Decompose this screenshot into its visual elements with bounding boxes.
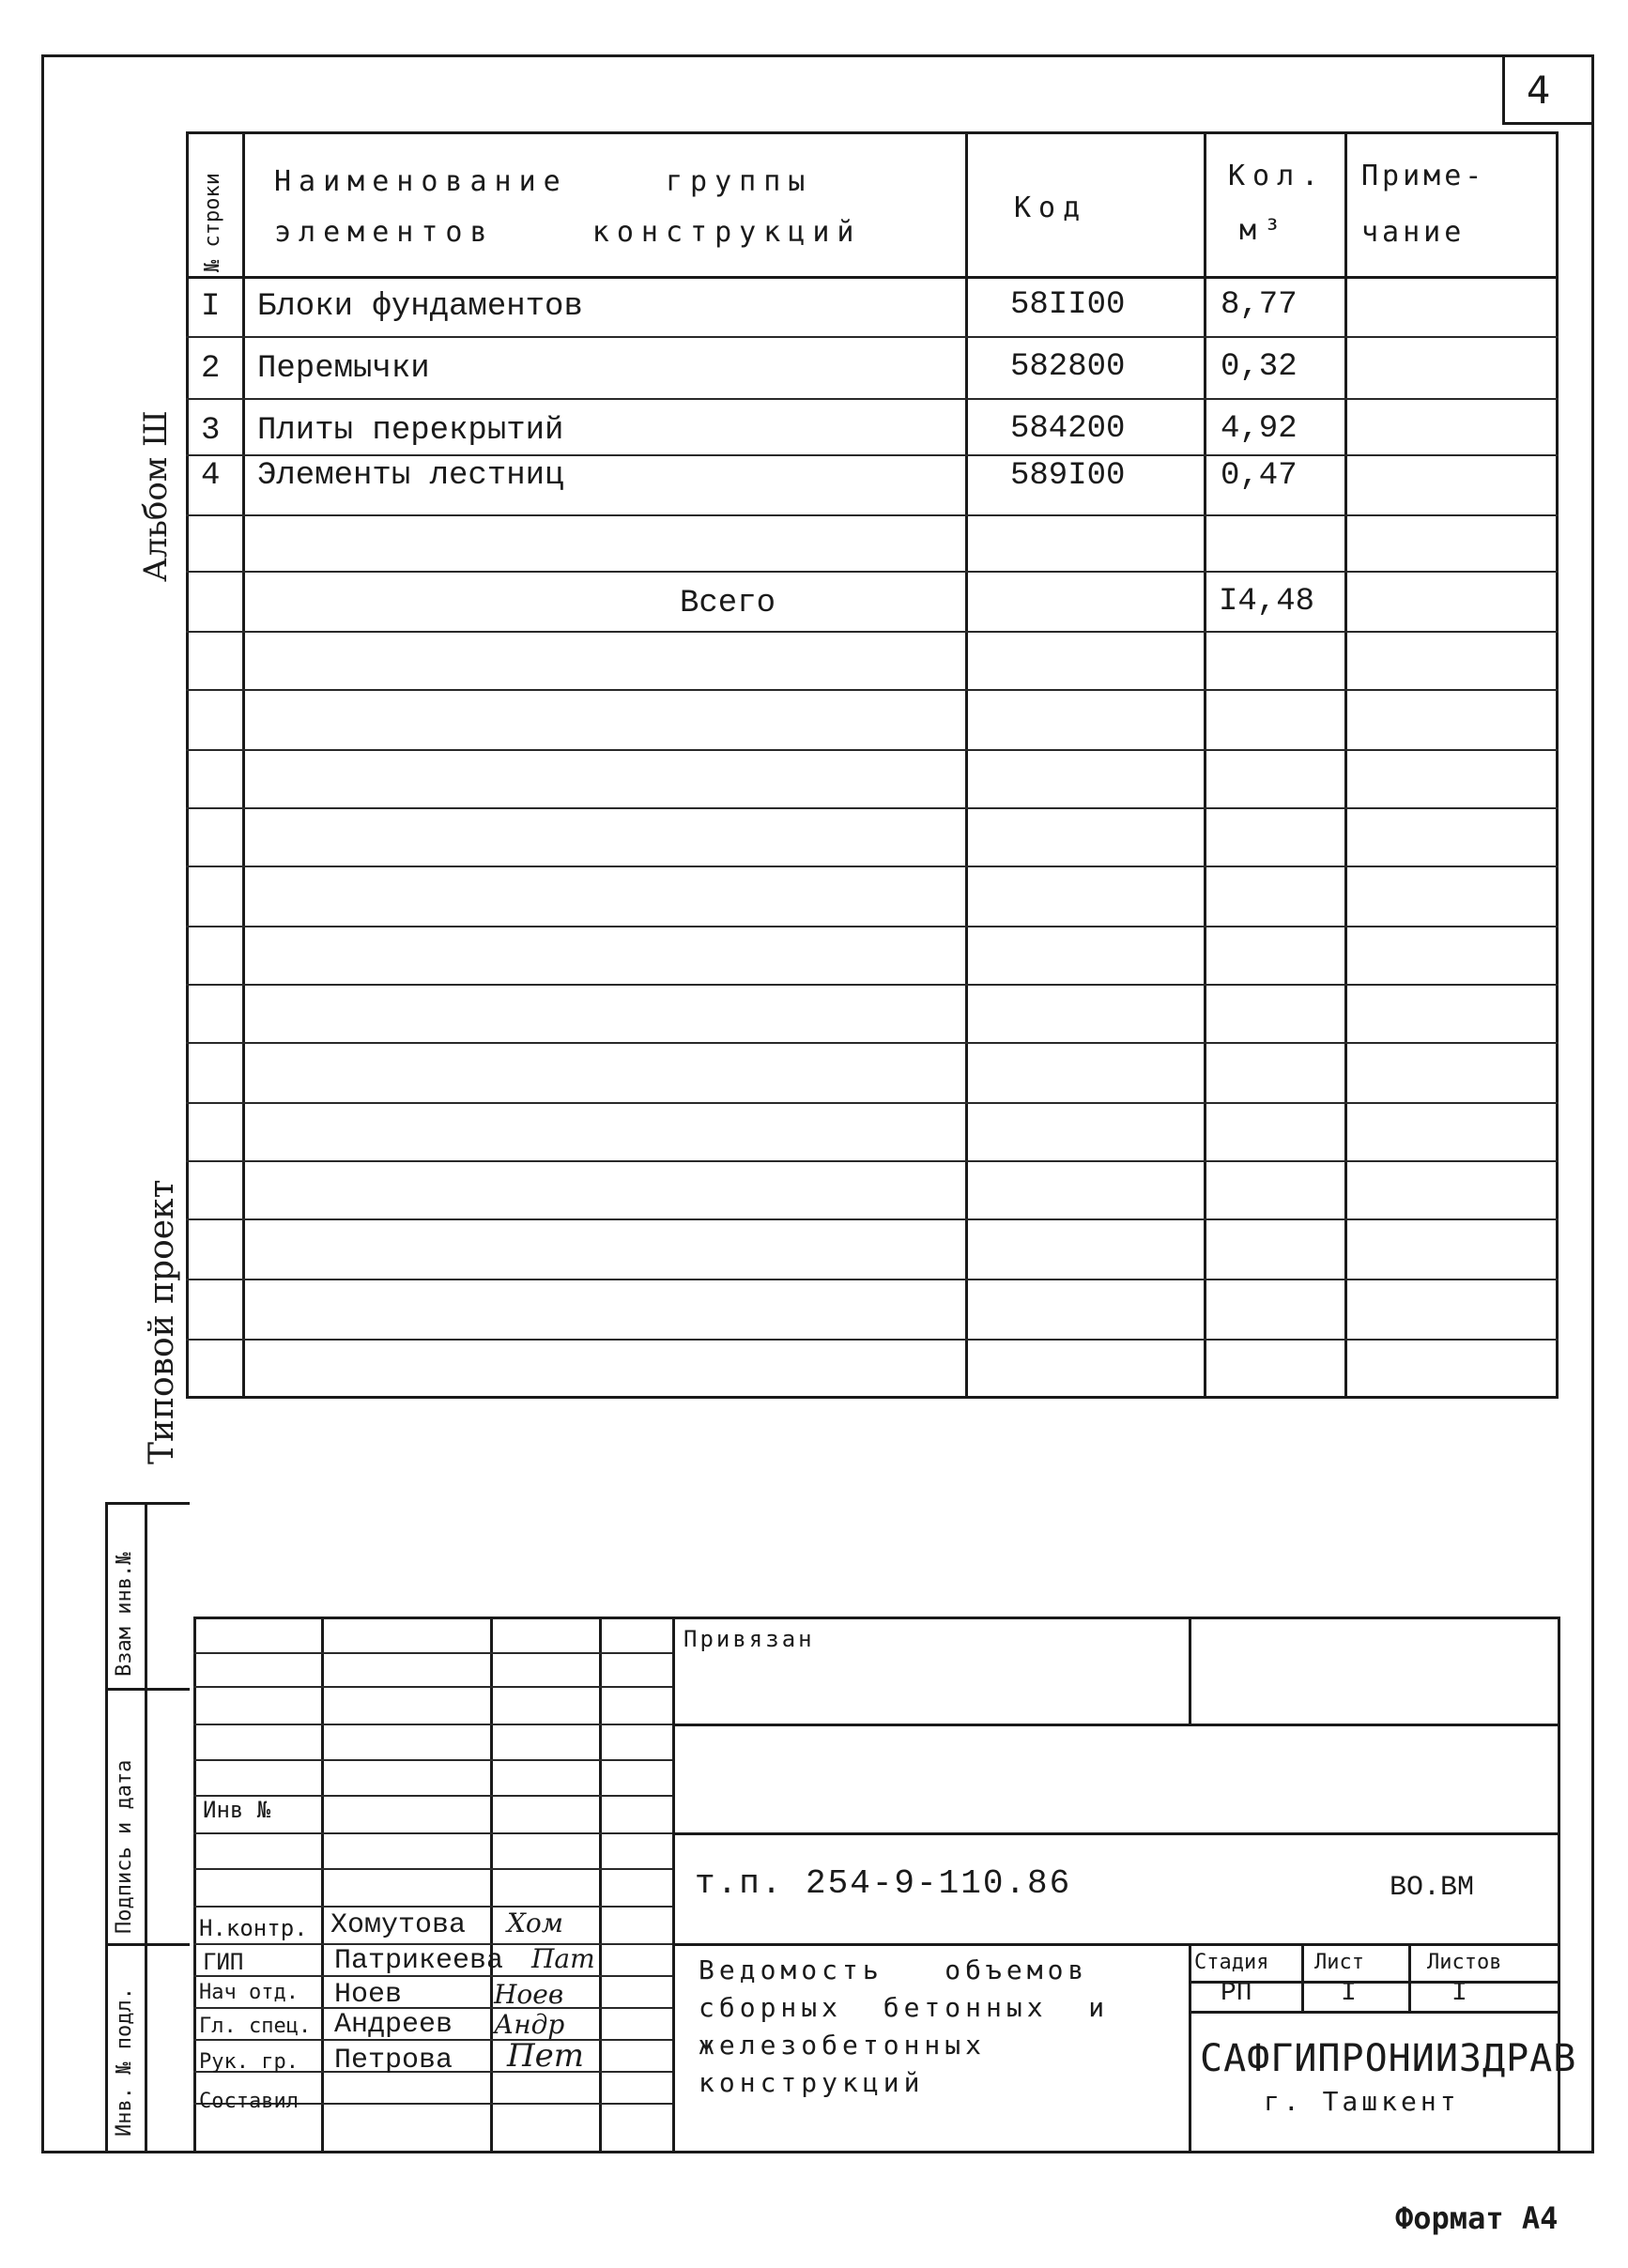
- tb-v-stage-1: [1301, 1943, 1304, 2013]
- privyazan-label: Привязан: [683, 1626, 815, 1652]
- left-strip-top: [105, 1502, 190, 1505]
- inv-podl-label: Инв. № подл.: [113, 1987, 136, 2137]
- row-rule: [186, 1218, 1559, 1220]
- header-row-no: № строки: [201, 173, 224, 272]
- album-label: Альбом Ш: [137, 410, 175, 582]
- tb-v-1: [321, 1617, 324, 2153]
- row-name: Блоки фундаментов: [257, 289, 583, 325]
- org-city: г. Ташкент: [1264, 2086, 1460, 2117]
- project-label: Типовой проект: [143, 1179, 181, 1464]
- col-line-4: [1344, 131, 1347, 1399]
- col-line-1: [242, 131, 245, 1399]
- tb-h-code-bottom: [672, 1943, 1560, 1946]
- role-signature: Пат: [531, 1943, 595, 1974]
- doc-code: т.п. 254-9-110.86: [695, 1864, 1072, 1903]
- row-rule: [186, 689, 1559, 691]
- role-name: Патрикеева: [334, 1945, 504, 1977]
- stamp-rule: [193, 1686, 672, 1688]
- row-rule: [186, 1279, 1559, 1280]
- row-rule: [186, 1160, 1559, 1162]
- role-name: Хомутова: [330, 1909, 467, 1941]
- row-no: 2: [201, 351, 221, 387]
- tb-v-2: [490, 1617, 493, 2153]
- row-rule: [186, 866, 1559, 867]
- header-name-line2: элементов конструкций: [274, 216, 862, 249]
- role-label: Гл. спец.: [199, 2015, 312, 2038]
- inv-no-label: Инв №: [203, 1797, 271, 1823]
- row-qty: 4,92: [1221, 411, 1298, 447]
- stamp-rule: [193, 1652, 672, 1654]
- stamp-rule: [193, 1759, 672, 1761]
- row-no: 4: [201, 458, 221, 494]
- stamp-rule: [193, 1868, 672, 1870]
- header-divider: [186, 276, 1559, 279]
- row-code: 584200: [1010, 411, 1126, 447]
- left-strip-inner: [145, 1502, 147, 2153]
- sheets-value: I: [1451, 1979, 1467, 2008]
- row-rule: [186, 926, 1559, 927]
- stamp-rule: [193, 1724, 672, 1725]
- stamp-rule: [193, 1832, 672, 1834]
- row-qty: 0,47: [1221, 458, 1298, 494]
- header-name-line1: Наименование группы: [274, 165, 813, 198]
- role-signature: Андр: [494, 2009, 565, 2040]
- role-label: Нач отд.: [199, 1981, 299, 2004]
- header-qty-line1: Кол.: [1228, 160, 1327, 192]
- row-rule: [186, 631, 1559, 633]
- title-line-4: конструкций: [699, 2067, 925, 2098]
- left-strip-outer: [105, 1502, 108, 2153]
- role-label: Рук. гр.: [199, 2050, 299, 2074]
- left-strip-div-1: [105, 1688, 190, 1691]
- sheet-value: I: [1341, 1979, 1357, 2008]
- row-rule: [186, 984, 1559, 986]
- row-qty: 8,77: [1221, 287, 1298, 323]
- title-line-2: сборных бетонных и: [699, 1992, 1110, 2023]
- title-line-1: Ведомость объемов: [699, 1954, 1089, 1985]
- role-signature: Хом: [507, 1908, 564, 1939]
- sheets-label: Листов: [1427, 1951, 1502, 1974]
- page-number-box-bottom: [1502, 122, 1594, 125]
- row-no: 3: [201, 413, 221, 449]
- row-rule: [186, 398, 1559, 400]
- row-rule: [186, 454, 1559, 456]
- tb-h-code-top: [672, 1832, 1560, 1835]
- total-label: Всего: [680, 586, 776, 621]
- row-rule: [186, 1339, 1559, 1341]
- row-name: Элементы лестниц: [257, 458, 564, 494]
- doc-mark: ВО.ВМ: [1390, 1872, 1475, 1904]
- page-number: 4: [1527, 69, 1551, 113]
- tb-v-3: [599, 1617, 602, 2153]
- stage-label: Стадия: [1194, 1951, 1269, 1974]
- row-rule: [186, 749, 1559, 751]
- role-signature: Ноев: [494, 1979, 564, 2010]
- header-note-line2: чание: [1361, 216, 1466, 249]
- role-signature: Пет: [507, 2037, 585, 2075]
- tb-v-stage-2: [1408, 1943, 1411, 2013]
- left-strip-div-2: [105, 1943, 190, 1946]
- role-label: Составил: [199, 2090, 299, 2113]
- row-qty: 0,32: [1221, 349, 1298, 385]
- tb-v-6: [1189, 1943, 1191, 2153]
- row-rule: [186, 807, 1559, 809]
- stage-value: РП: [1221, 1979, 1252, 2008]
- row-code: 582800: [1010, 349, 1126, 385]
- role-name: Петрова: [334, 2045, 453, 2076]
- format-label: Формат А4: [1395, 2200, 1559, 2236]
- header-qty-line2: м³: [1239, 214, 1289, 247]
- total-qty: I4,48: [1219, 584, 1315, 620]
- row-code: 589I00: [1010, 458, 1126, 494]
- tb-v-4: [672, 1617, 675, 2153]
- page-number-box-left: [1502, 54, 1505, 124]
- row-no: I: [201, 289, 221, 325]
- podpis-label: Подпись и дата: [113, 1759, 136, 1934]
- row-rule: [186, 514, 1559, 516]
- row-code: 58II00: [1010, 287, 1126, 323]
- row-rule: [186, 1102, 1559, 1104]
- col-line-3: [1204, 131, 1206, 1399]
- col-line-2: [965, 131, 968, 1399]
- role-name: Андреев: [334, 2009, 453, 2041]
- row-name: Плиты перекрытий: [257, 413, 564, 449]
- header-note-line1: Приме-: [1361, 160, 1486, 192]
- row-rule: [186, 571, 1559, 573]
- header-code: Код: [1014, 192, 1088, 224]
- role-label: Н.контр.: [199, 1915, 308, 1941]
- tb-h-privyazan-bottom: [672, 1724, 1560, 1726]
- row-rule: [186, 336, 1559, 338]
- sheet-label: Лист: [1314, 1951, 1364, 1974]
- tb-h-stage-2: [1189, 2011, 1560, 2014]
- title-line-3: железобетонных: [699, 2030, 987, 2061]
- org-name: САФГИПРОНИИЗДРАВ: [1200, 2037, 1577, 2080]
- tb-v-5: [1189, 1617, 1191, 1725]
- role-label: ГИП: [203, 1949, 244, 1975]
- stamp-rule: [193, 1906, 672, 1908]
- row-name: Перемычки: [257, 351, 430, 387]
- row-rule: [186, 1042, 1559, 1044]
- vzam-label: Взам инв.№: [113, 1552, 136, 1677]
- role-name: Ноев: [334, 1979, 403, 2011]
